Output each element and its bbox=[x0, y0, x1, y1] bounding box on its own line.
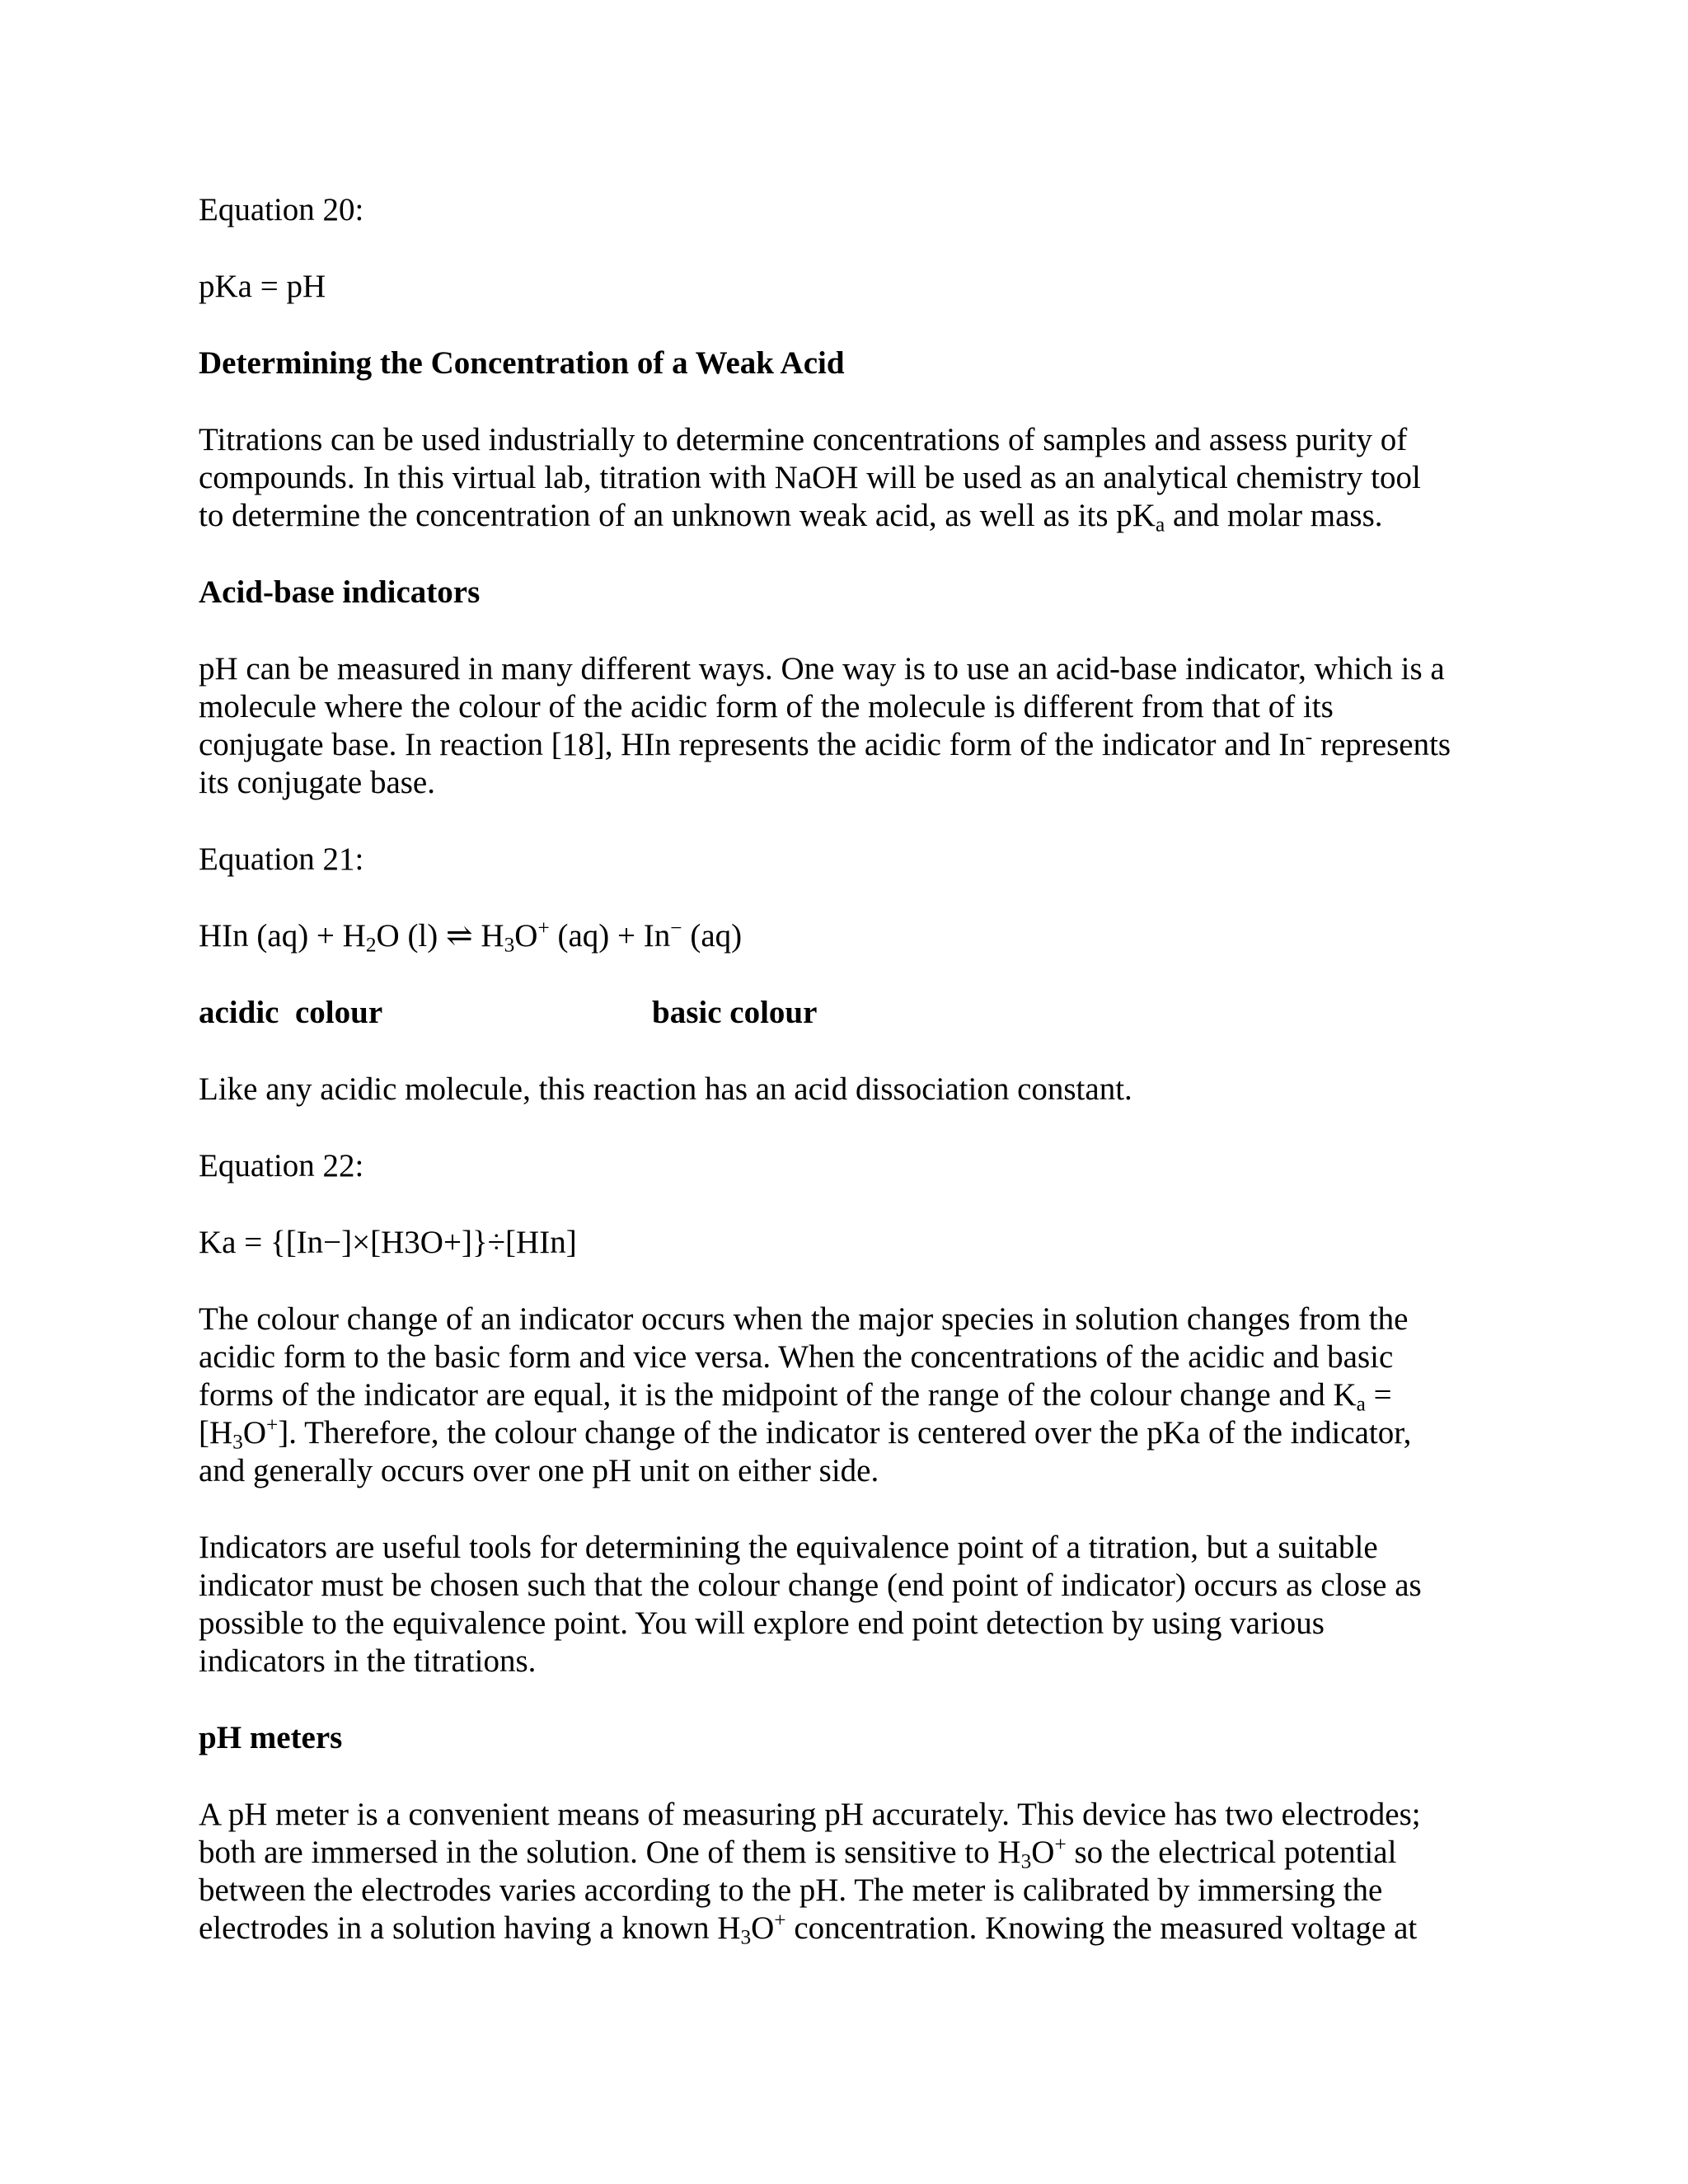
paragraph-ph-meters bbox=[199, 1796, 1493, 1947]
dissociation-sentence: Like any acidic molecule, this reaction has an acid dissociation constant. bbox=[199, 1071, 1132, 1107]
colour-labels-row bbox=[199, 994, 1493, 1032]
paragraph-line: to determine the concentration of an unknown weak acid, as well as its $pK_a$ and molar mass. bbox=[199, 498, 1383, 537]
heading-weak-acid: Determining the Concentration of a Weak Acid bbox=[199, 345, 845, 381]
paragraph-line: Indicators are useful tools for determining the equivalence point of a titration, but a suitable bbox=[199, 1530, 1378, 1565]
equation-21-formula: HIn $(aq) + H_2O$ (l) ⇌ $H_3O^+$ (aq) + In− (aq) bbox=[199, 916, 743, 957]
paragraph-colour-change bbox=[199, 1301, 1493, 1490]
paragraph-line: A pH meter is a convenient means of measuring pH accurately. This device has two electrodes; bbox=[199, 1797, 1421, 1832]
acidic-colour-label: acidic colour bbox=[199, 995, 383, 1030]
equation-22-label: Equation 22: bbox=[199, 1148, 364, 1183]
document-page bbox=[199, 191, 1493, 1986]
paragraph-line: molecule where the colour of the acidic form of the molecule is different from that of its bbox=[199, 689, 1334, 724]
heading-ph-meters: pH meters bbox=[199, 1720, 343, 1755]
basic-colour-label: basic colour bbox=[652, 995, 818, 1030]
paragraph-line: Titrations can be used industrially to determine concentrations of samples and assess purity of bbox=[199, 422, 1408, 457]
paragraph-line: $[H_3O^+]$. Therefore, the colour change of the indicator is centered over the pKa of the indicator, bbox=[199, 1413, 1412, 1454]
paragraph-line: both are immersed in the solution. One of them is sensitive to $H_3O^+$ so the electrical potential bbox=[199, 1833, 1397, 1873]
paragraph-line: possible to the equivalence point. You will explore end point detection by using various bbox=[199, 1605, 1325, 1641]
paragraph-line: indicators in the titrations. bbox=[199, 1643, 537, 1679]
paragraph-line: compounds. In this virtual lab, titration with NaOH will be used as an analytical chemistry tool bbox=[199, 460, 1421, 495]
heading-acid-base-indicators: Acid-base indicators bbox=[199, 574, 481, 610]
equation-22-formula: Ka = {[In−]×[H3O+]}÷[HIn] bbox=[199, 1225, 577, 1260]
paragraph-line: indicator must be chosen such that the colour change (end point of indicator) occurs as close as bbox=[199, 1568, 1422, 1603]
paragraph-line: pH can be measured in many different ways. One way is to use an acid-base indicator, which is a bbox=[199, 651, 1445, 687]
paragraph-indicator-use bbox=[199, 1529, 1493, 1680]
paragraph-indicators bbox=[199, 650, 1493, 802]
equation-20-formula: pKa = pH bbox=[199, 269, 326, 304]
equation-21-label: Equation 21: bbox=[199, 841, 364, 877]
paragraph-titrations bbox=[199, 421, 1493, 535]
paragraph-line: acidic form to the basic form and vice versa. When the concentrations of the acidic and basic bbox=[199, 1339, 1394, 1375]
paragraph-line: conjugate base. In reaction [18], HIn represents the acidic form of the indicator and In- represents bbox=[199, 725, 1451, 762]
paragraph-line: The colour change of an indicator occurs when the major species in solution changes from the bbox=[199, 1301, 1409, 1337]
paragraph-line: and generally occurs over one pH unit on either side. bbox=[199, 1453, 879, 1488]
paragraph-line: between the electrodes varies according to the pH. The meter is calibrated by immersing the bbox=[199, 1872, 1383, 1908]
paragraph-line: its conjugate base. bbox=[199, 765, 435, 800]
paragraph-line: electrodes in a solution having a known $H_3O^+$ concentration. Knowing the measured voltage at bbox=[199, 1909, 1418, 1949]
paragraph-line: forms of the indicator are equal, it is the midpoint of the range of the colour change and $K_a$ = bbox=[199, 1377, 1392, 1416]
equation-20-label: Equation 20: bbox=[199, 192, 364, 227]
